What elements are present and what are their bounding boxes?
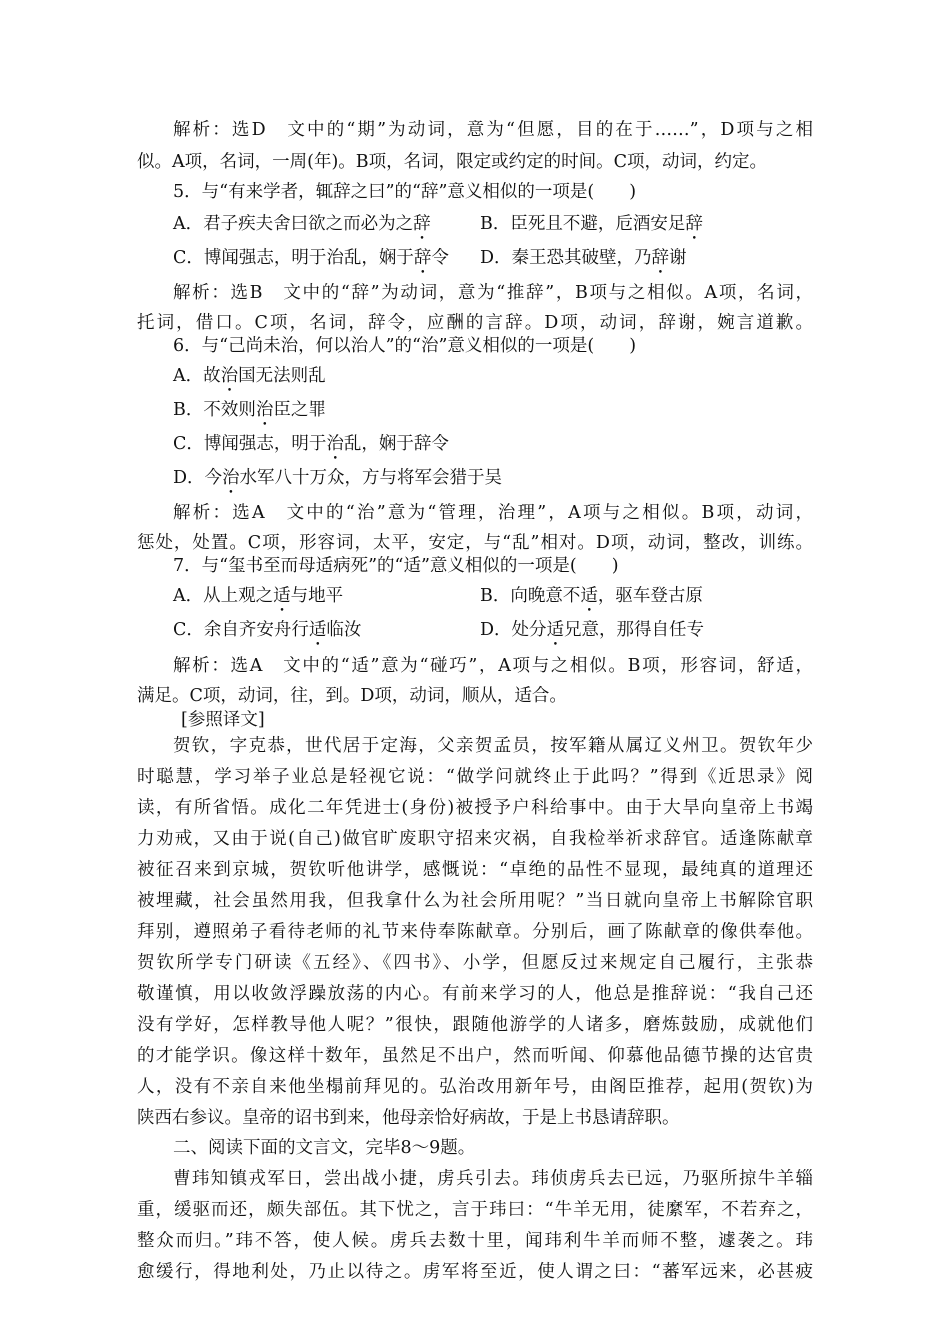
question-6-option-b: B．不效则治臣之罪: [173, 400, 326, 420]
section-2-heading: 二、阅读下面的文言文，完毕8～9题。: [173, 1138, 476, 1158]
translation-line-4: 力劝戒，又由于说(自己)做官旷废职守招来灾祸，自我检举祈求辞官。适逢陈献章: [137, 829, 813, 849]
emphasized-char: 适: [273, 586, 291, 606]
translation-line-7: 拜别，遵照弟子看待老师的礼节来侍奉陈献章。分别后，画了陈献章的像供奉他。: [137, 922, 813, 942]
question-5: 5．与“有来学者，辄辞之曰”的“辞”意义相似的一项是( ): [173, 182, 637, 202]
passage-line-2: 重，缓驱而还，颇失部伍。其下忧之，言于玮曰：“牛羊无用，徒縻军，不若弃之，: [137, 1200, 813, 1220]
question-7-option-c: C．余自齐安舟行适临汝: [173, 620, 362, 640]
analysis-5-line-1: 解析：选B 文中的“辞”为动词，意为“推辞”，B项与之相似。A项，名词，: [173, 283, 813, 303]
question-5-option-c: C．博闻强志，明于治乱，娴于辞令: [173, 248, 449, 268]
question-5-option-b: B．臣死且不避，卮酒安足辞: [480, 214, 703, 234]
translation-line-8: 贺钦所学专门研读《五经》、《四书》、小学，但愿反过来规定自己履行，主张恭: [137, 953, 813, 973]
analysis-4-line-1: 解析：选D 文中的“期”为动词，意为“但愿，目的在于……”，D项与之相: [173, 120, 813, 140]
translation-line-12: 人，没有不亲自来他坐榻前拜见的。弘治改用新年号，由阁臣推荐，起用(贺钦)为: [137, 1077, 813, 1097]
emphasized-char: 辞: [685, 214, 703, 234]
translation-heading: [参照译文]: [181, 710, 265, 730]
question-7-option-b: B．向晚意不适，驱车登古原: [480, 586, 703, 606]
translation-line-9: 敬谨慎，用以收敛浮躁放荡的内心。有前来学习的人，他总是推辞说：“我自己还: [137, 984, 813, 1004]
analysis-7-line-1: 解析：选A 文中的“适”意为“碰巧”，A项与之相似。B项，形容词，舒适，: [173, 656, 813, 676]
question-6-option-d: D．今治水军八十万众，方与将军会猎于吴: [173, 468, 503, 488]
analysis-6-line-1: 解析：选A 文中的“治”意为“管理，治理”，A项与之相似。B项，动词，: [173, 503, 813, 523]
question-7: 7．与“玺书至而母适病死”的“适”意义相似的一项是( ): [173, 556, 619, 576]
translation-line-11: 的才能学识。像这样十数年，虽然足不出户，然而听闻、仰慕他品德节操的达官贵: [137, 1046, 813, 1066]
emphasized-char: 辞: [413, 214, 431, 234]
question-7-option-a: A．从上观之适与地平: [173, 586, 344, 606]
emphasized-char: 适: [308, 620, 327, 640]
question-6-option-c: C．博闻强志，明于治乱，娴于辞令: [173, 434, 449, 454]
emphasized-char: 治: [220, 366, 239, 386]
question-5-option-d: D．秦王恐其破壁，乃辞谢: [480, 248, 687, 268]
emphasized-char: 治: [326, 434, 344, 454]
emphasized-char: 治: [255, 400, 274, 420]
passage-line-1: 曹玮知镇戎军日，尝出战小捷，虏兵引去。玮侦虏兵去已远，乃驱所掠牛羊辎: [173, 1169, 813, 1189]
analysis-7-line-2: 满足。C项，动词，往，到。D项，动词，顺从，适合。: [137, 686, 567, 706]
translation-line-5: 被征召来到京城，贺钦听他讲学，感慨说：“卓绝的品性不显现，最纯真的道理还: [137, 860, 813, 880]
translation-line-1: 贺钦，字克恭，世代居于定海，父亲贺孟员，按军籍从属辽义州卫。贺钦年少: [173, 736, 813, 756]
passage-line-4: 愈缓行，得地利处，乃止以待之。虏军将至近，使人谓之曰：“蕃军远来，必甚疲: [137, 1262, 813, 1282]
passage-line-3: 整众而归。”玮不答，使人候。虏兵去数十里，闻玮利牛羊而师不整，遽袭之。玮: [137, 1231, 813, 1251]
question-6-option-a: A．故治国无法则乱: [173, 366, 326, 386]
translation-line-13: 陕西右参议。皇帝的诏书到来，他母亲恰好病故，于是上书恳请辞职。: [137, 1108, 680, 1128]
emphasized-char: 适: [546, 620, 565, 640]
emphasized-char: 适: [580, 586, 598, 606]
emphasized-char: 辞: [651, 248, 670, 268]
translation-line-2: 时聪慧，学习举子业总是轻视它说：“做学问就终止于此吗？”得到《近思录》阅: [137, 767, 813, 787]
analysis-6-line-2: 惩处，处置。C项，形容词，太平，安定，与“乱”相对。D项，动词，整改，训练。: [137, 533, 813, 553]
question-5-option-a: A．君子疾夫舍曰欲之而必为之辞: [173, 214, 431, 234]
analysis-5-line-2: 托词，借口。C项，名词，辞令，应酬的言辞。D项，动词，辞谢，婉言道歉。: [137, 313, 813, 333]
translation-line-3: 读，有所省悟。成化二年凭进士(身份)被授予户科给事中。由于大旱向皇帝上书竭: [137, 798, 813, 818]
translation-line-10: 没有学好，怎样教导他人呢？”很快，跟随他游学的人诸多，磨炼鼓励，成就他们: [137, 1015, 813, 1035]
question-7-option-d: D．处分适兄意，那得自任专: [480, 620, 705, 640]
emphasized-char: 治: [222, 468, 240, 488]
analysis-4-line-2: 似。A项，名词，一周(年)。B项，名词，限定或约定的时间。C项，动词，约定。: [137, 152, 768, 172]
emphasized-char: 辞: [413, 248, 432, 268]
question-6: 6．与“己尚未治，何以治人”的“治”意义相似的一项是( ): [173, 336, 637, 356]
translation-line-6: 被埋藏，社会虽然用我，但我拿什么为社会所用呢？”当日就向皇帝上书解除官职: [137, 891, 813, 911]
